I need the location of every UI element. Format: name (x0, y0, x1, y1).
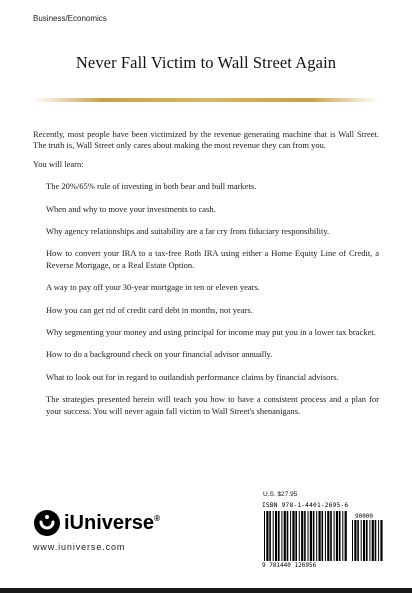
barcode-bar (372, 520, 374, 561)
list-item: How you can get rid of credit card debt in months, not years. (46, 304, 253, 315)
barcode-bar (363, 520, 365, 561)
back-cover-text (33, 129, 379, 417)
barcode-bar (325, 511, 326, 561)
barcode-bar (281, 511, 282, 561)
book-title: Never Fall Victim to Wall Street Again (75, 53, 337, 72)
barcode-bar (287, 511, 289, 561)
list-item: Why segmenting your money and using principal for income may put you in a lower tax bracket. (46, 327, 376, 338)
barcode-graphic (262, 511, 384, 561)
barcode-bar (316, 511, 317, 561)
barcode-bar (295, 511, 297, 561)
barcode-bar (334, 511, 335, 561)
barcode-bar (310, 511, 312, 561)
barcode-bar (299, 511, 300, 561)
publisher-name: iUniverse (64, 511, 155, 534)
isbn-barcode (262, 501, 384, 573)
iuniverse-logo-icon (33, 509, 61, 537)
intro-paragraph: Recently, most people have been victimized by the revenue generating machine that is Wall Street. The truth is, Wall Street only cares about making the most revenue they can from you. (33, 129, 379, 151)
barcode-bar (269, 511, 271, 561)
barcode-bar (319, 511, 321, 561)
learn-heading: You will learn: (33, 158, 84, 169)
list-item: A way to pay off your 30-year mortgage in ten or eleven years. (46, 282, 260, 293)
barcode-bar (322, 511, 324, 561)
barcode-bar (308, 511, 309, 561)
barcode-bar (264, 511, 265, 561)
barcode-bar (369, 520, 370, 561)
bottom-bar (0, 588, 412, 593)
barcode-bar (345, 511, 347, 561)
learning-list (33, 181, 379, 383)
barcode-bar (290, 511, 291, 561)
barcode-bar (352, 520, 353, 561)
barcode-bar (336, 511, 338, 561)
price-code: 90000 (354, 513, 374, 520)
list-item: How to convert your IRA to a tax-free Roth IRA using either a Home Equity Line of Credit, a Reverse Mortgage, or a Real Estate Option. (46, 248, 379, 270)
barcode-number: 9 781440 126956 (262, 562, 317, 569)
publisher-website: www.iuniverse.com (33, 542, 126, 552)
barcode-bar (330, 511, 332, 561)
barcode-bar (275, 511, 277, 561)
barcode-bar (366, 520, 368, 561)
barcode-bar (357, 520, 359, 561)
barcode-bar (313, 511, 315, 561)
list-item: The 20%/65% rule of investing in both bear and bull markets. (46, 181, 257, 192)
list-item: How to do a background check on your financial advisor annually. (46, 349, 273, 360)
registered-mark: ® (154, 513, 160, 523)
barcode-bar (339, 511, 341, 561)
list-item: What to look out for in regard to outlandish performance claims by financial advisors. (46, 371, 339, 382)
barcode-bar (278, 511, 280, 561)
book-category: Business/Economics (33, 14, 107, 23)
barcode-bar (342, 511, 343, 561)
title-divider (33, 98, 379, 102)
barcode-bar (273, 511, 274, 561)
list-item: When and why to move your investments to cash. (46, 203, 216, 214)
barcode-bar (354, 520, 356, 561)
price-label: U.S. $27.95 (263, 491, 298, 498)
barcode-bar (301, 511, 303, 561)
barcode-bar (266, 511, 268, 561)
barcode-bar (292, 511, 294, 561)
list-item: Why agency relationships and suitability are a far cry from fiduciary responsibility. (46, 226, 330, 237)
isbn-label: ISBN 978-1-4401-2695-6 (262, 502, 349, 509)
barcode-bar (327, 511, 329, 561)
barcode-bar (380, 520, 382, 561)
barcode-bar (361, 520, 362, 561)
publisher-logo (33, 508, 160, 538)
barcode-bar (378, 520, 379, 561)
barcode-bar (284, 511, 286, 561)
barcode-bar (375, 520, 377, 561)
closing-paragraph: The strategies presented herein will teach you how to have a consistent process and a plan for your success. You will never again fall victim to Wall Street's shenanigans. (46, 394, 379, 416)
barcode-bar (304, 511, 306, 561)
